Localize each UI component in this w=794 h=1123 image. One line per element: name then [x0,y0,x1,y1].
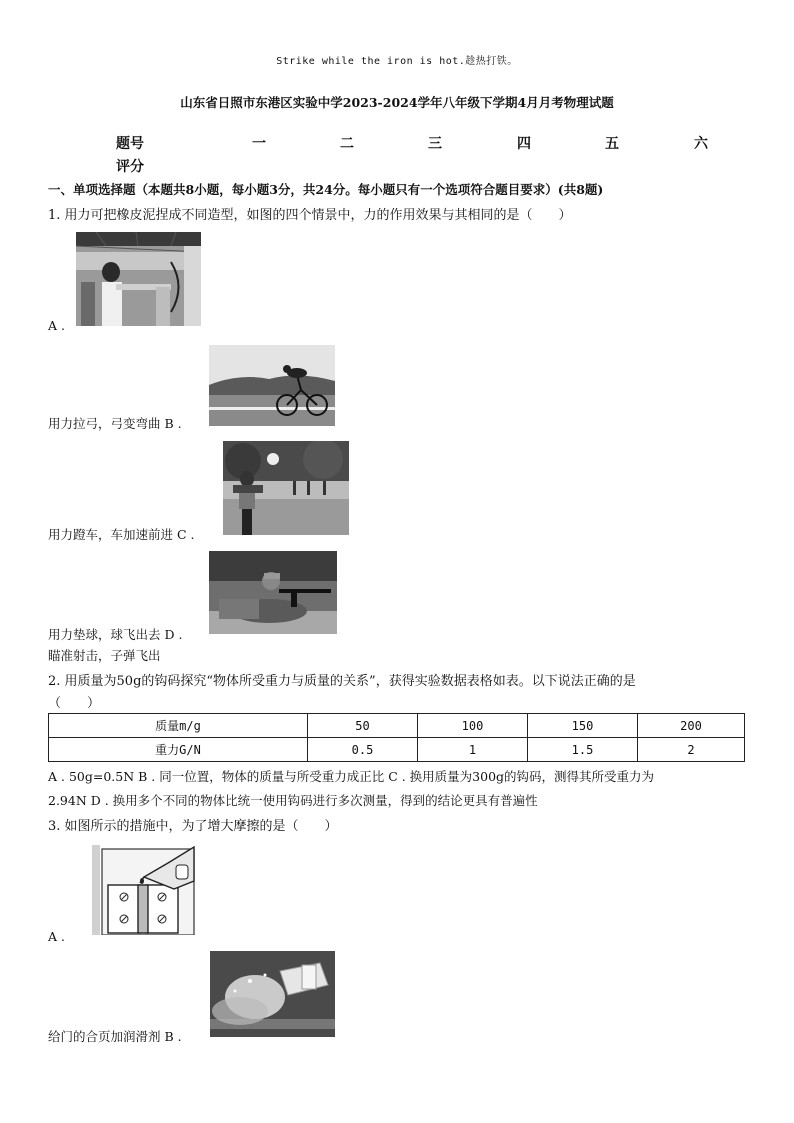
chalk-hands-photo [210,951,335,1037]
table-cell: 200 [638,714,745,738]
section-heading: 一、单项选择题（本题共8小题，每小题3分，共24分。每小题只有一个选项符合题目要求）(共8题) [48,182,604,197]
table-cell: 1 [418,738,528,762]
volleyball-photo [223,441,349,535]
question-2-options-line1: A . 50g=0.5N B . 同一位置，物体的质量与所受重力成正比 C . 换用质量为300g的钩码，测得其所受重力为 [48,769,655,784]
question-3-option-a-marker: A . [48,929,65,944]
question-1-option-a-marker: A . [48,318,65,333]
table-cell: 150 [528,714,638,738]
table-row [49,738,745,762]
table-row [49,714,745,738]
question-1-line-b: 用力蹬车，车加速前进 C . [48,527,195,542]
table-cell: 2 [638,738,745,762]
question-3-line-a: 给门的合页加润滑剂 B . [48,1029,182,1044]
score-col-4: 四 [517,136,531,152]
header-motto: Strike while the iron is hot.趁热打铁。 [276,56,518,67]
score-col-2: 二 [340,136,354,152]
score-row-label: 题号 [116,136,144,152]
score-col-5: 五 [605,136,619,152]
table-cell: 50 [308,714,418,738]
score-col-1: 一 [252,136,266,152]
hinge-oil-illustration [78,845,196,935]
table-header-mass: 质量m/g [49,714,308,738]
question-1-line-c: 用力垫球，球飞出去 D . [48,627,183,642]
question-1-stem: 1. 用力可把橡皮泥捏成不同造型，如图的四个情景中，力的作用效果与其相同的是（ ） [48,208,572,223]
archery-photo [76,232,201,326]
score-label: 评分 [116,159,144,175]
table-header-weight: 重力G/N [49,738,308,762]
mass-weight-table [48,713,745,762]
question-3-stem: 3. 如图所示的措施中，为了增大摩擦的是（ ） [48,819,338,834]
question-2-options-line2: 2.94N D . 换用多个不同的物体比统一使用钩码进行多次测量，得到的结论更具有普遍性 [48,793,538,808]
score-col-6: 六 [694,136,708,152]
table-cell: 0.5 [308,738,418,762]
table-cell: 1.5 [528,738,638,762]
exam-title: 山东省日照市东港区实验中学2023-2024学年八年级下学期4月月考物理试题 [180,95,614,110]
question-2-stem-line2: （ ） [48,696,101,711]
question-2-stem-line1: 2. 用质量为50g的钩码探究“物体所受重力与质量的关系”，获得实验数据表格如表。以下说法正确的是 [48,674,636,689]
question-1-line-a: 用力拉弓，弓变弯曲 B . [48,416,182,431]
table-cell: 100 [418,714,528,738]
question-1-line-d: 瞄准射击，子弹飞出 [48,648,161,663]
cycling-photo [209,345,335,426]
score-col-3: 三 [428,136,442,152]
shooting-photo [209,551,337,634]
